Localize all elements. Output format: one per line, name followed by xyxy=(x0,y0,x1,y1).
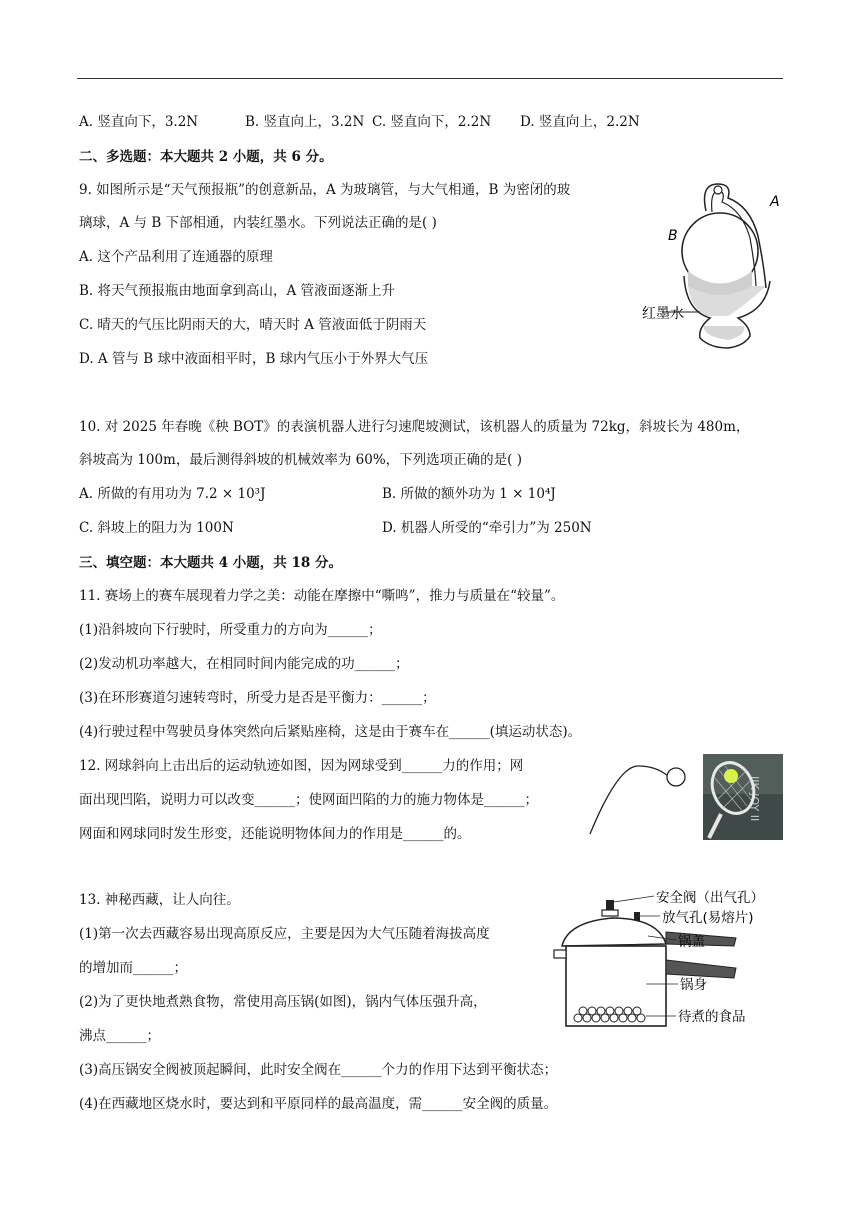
q10-option-b: B. 所做的额外功为 1 × 10⁴J xyxy=(382,486,556,502)
body-handle xyxy=(666,960,736,978)
header-rule xyxy=(77,78,783,79)
pressure-cooker-figure xyxy=(548,886,786,1034)
q10-option-a: A. 所做的有用功为 7.2 × 10³J xyxy=(79,486,266,502)
q11-part3: (3)在环形赛道匀速转弯时，所受力是否是平衡力：______； xyxy=(79,690,436,706)
q13-part1-line2: 的增加而______； xyxy=(79,960,187,976)
q10-option-d: D. 机器人所受的“牵引力”为 250N xyxy=(382,520,592,536)
q12-line3: 网面和网球同时发生形变，还能说明物体间力的作用是______的。 xyxy=(79,826,471,842)
label-lid: 锅盖 xyxy=(678,934,705,950)
q9-stem-line2: 璃球，A 与 B 下部相通，内装红墨水。下列说法正确的是( ) xyxy=(79,215,437,231)
q11-stem: 11. 赛场上的赛车展现着力学之美：动能在摩擦中“嘶鸣”，推力与质量在“较量”。 xyxy=(79,588,565,604)
q12-line2: 面出现凹陷，说明力可以改变______；使网面凹陷的力的施力物体是______； xyxy=(79,792,538,808)
section3-title: 三、填空题：本大题共 4 小题，共 18 分。 xyxy=(79,555,342,571)
label-body: 锅身 xyxy=(680,977,707,993)
side-handle xyxy=(554,950,566,958)
q8-option-a: A. 竖直向下，3.2N xyxy=(79,114,199,130)
q9-option-d: D. A 管与 B 球中液面相平时，B 球内气压小于外界大气压 xyxy=(79,351,429,367)
q9-option-b: B. 将天气预报瓶由地面拿到高山，A 管液面逐渐上升 xyxy=(79,283,396,299)
q11-part4: (4)行驶过程中驾驶员身体突然向后紧贴座椅，这是由于赛车在______(填运动状态)。 xyxy=(79,724,582,740)
photo-lettering: IIK JOY II xyxy=(748,776,761,822)
q9-stem-line1: 9. 如图所示是“天气预报瓶”的创意新品，A 为玻璃管，与大气相通，B 为密闭的玻 xyxy=(79,182,571,198)
trajectory-curve xyxy=(590,766,668,834)
tube-a-inner xyxy=(712,191,756,286)
cooker-lid xyxy=(562,918,666,946)
q9-option-c: C. 晴天的气压比阴雨天的大，晴天时 A 管液面低于阴雨天 xyxy=(79,317,427,333)
q13-part2-line1: (2)为了更快地煮熟食物，常使用高压锅(如图)，锅内气体压强升高， xyxy=(79,994,487,1010)
q13-part3: (3)高压锅安全阀被顶起瞬间，此时安全阀在______个力的作用下达到平衡状态； xyxy=(79,1062,558,1078)
q13-part1-line1: (1)第一次去西藏容易出现高原反应，主要是因为大气压随着海拔高度 xyxy=(79,926,490,942)
q13-stem: 13. 神秘西藏，让人向往。 xyxy=(79,892,240,908)
valve-base xyxy=(602,910,618,916)
tennis-trajectory-figure xyxy=(588,756,688,836)
q8-option-c: C. 竖直向下，2.2N xyxy=(372,114,492,130)
label-vent: 放气孔(易熔片) xyxy=(662,910,754,926)
base-ink xyxy=(704,326,744,340)
q13-part2-line2: 沸点______； xyxy=(79,1028,160,1044)
q8-option-d: D. 竖直向上，2.2N xyxy=(520,114,640,130)
section2-title: 二、多选题：本大题共 2 小题，共 6 分。 xyxy=(79,149,333,165)
q13-part4: (4)在西藏地区烧水时，要达到和平原同样的最高温度，需______安全阀的质量。 xyxy=(79,1096,558,1112)
tube-a-outer xyxy=(705,184,767,288)
weather-bottle-figure xyxy=(640,176,790,356)
valve-leader xyxy=(614,896,654,902)
label-food: 待煮的食品 xyxy=(678,1009,746,1025)
racket-photo xyxy=(703,754,783,840)
tennis-ball-icon xyxy=(667,768,685,786)
tube-a-opening xyxy=(714,186,722,194)
tennis-ball-photo xyxy=(724,769,738,783)
label-b: B xyxy=(668,228,678,244)
q10-option-c: C. 斜坡上的阻力为 100N xyxy=(79,520,234,536)
q12-line1: 12. 网球斜向上击出后的运动轨迹如图，因为网球受到______力的作用；网 xyxy=(79,758,524,774)
q9-option-a: A. 这个产品利用了连通器的原理 xyxy=(79,249,273,265)
q8-option-b: B. 竖直向上，3.2N xyxy=(245,114,365,130)
q11-part2: (2)发动机功率越大，在相同时间内能完成的功______； xyxy=(79,656,409,672)
q11-part1: (1)沿斜坡向下行驶时，所受重力的方向为______； xyxy=(79,622,382,638)
label-safety-valve: 安全阀（出气孔） xyxy=(656,890,764,906)
label-ink: 红墨水 xyxy=(642,306,684,322)
label-a: A xyxy=(770,194,780,210)
q10-stem-line1: 10. 对 2025 年春晚《秧 BOT》的表演机器人进行匀速爬坡测试，该机器人的质量为 72kg，斜坡长为 480m， xyxy=(79,419,750,435)
q10-stem-line2: 斜坡高为 100m，最后测得斜坡的机械效率为 60%，下列选项正确的是( ) xyxy=(79,452,522,468)
